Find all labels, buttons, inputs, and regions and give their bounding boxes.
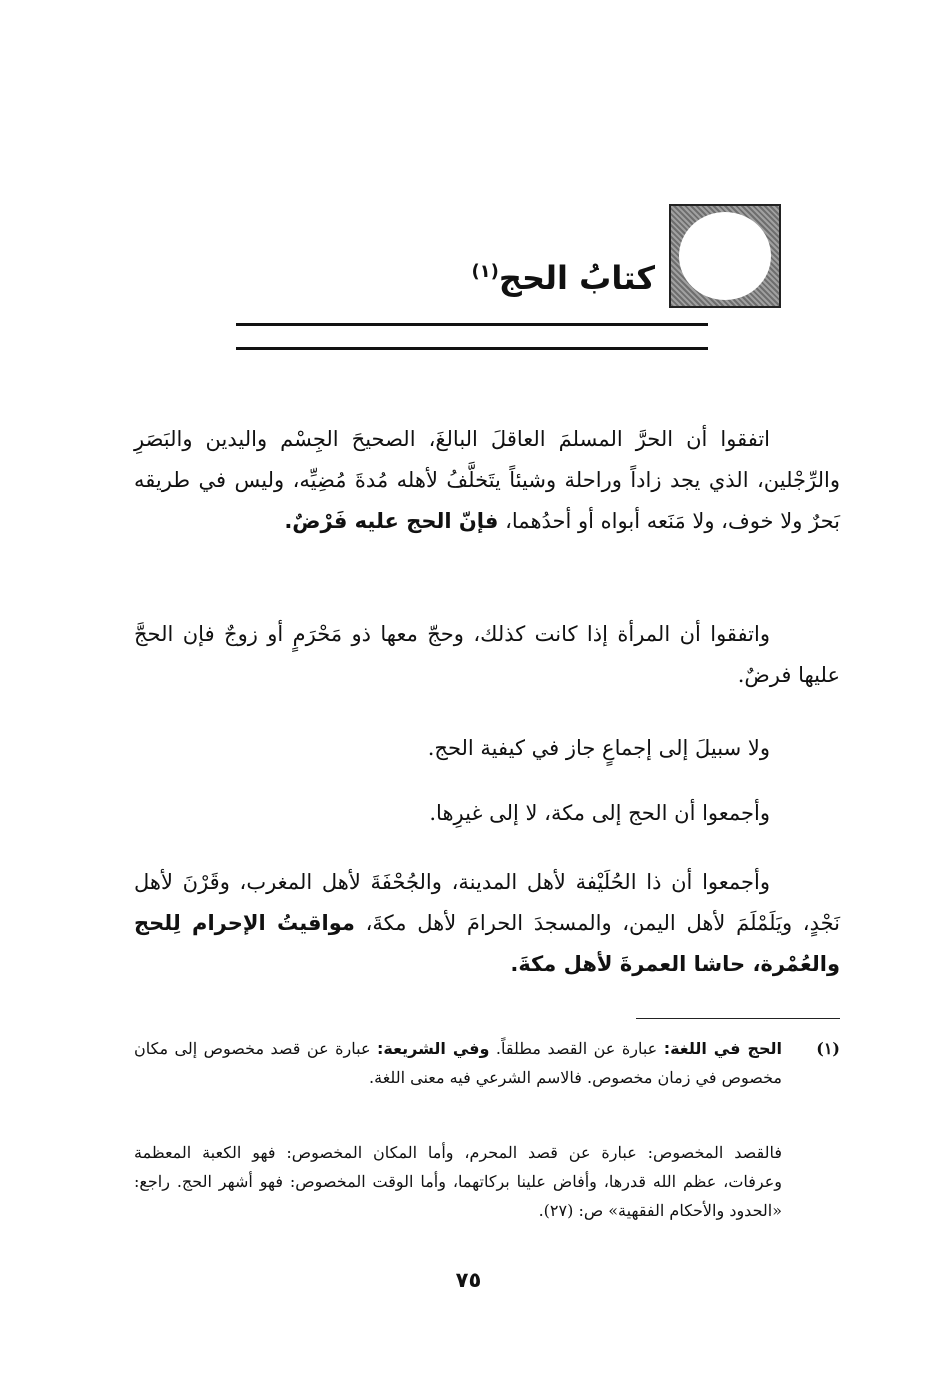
page-number: ٧٥ (455, 1268, 482, 1292)
paragraph-1-text: اتفقوا أن الحرَّ المسلمَ العاقلَ البالغَ، الصحيحَ الجِسْم واليدين والبَصَرِ والرِّجْلين، الذي يجد زاداً وراحلة وشيئاً يتَخلَّفُ لأهله مُدةَ مُضِيِّه، وليس في طريقه بَحرٌ ولا خوف، ولا مَنَعه أبواه أو أحدُهما، (134, 427, 840, 533)
chapter-footnote-ref: (١) (471, 261, 499, 282)
footnote-separator (636, 1018, 840, 1019)
footnote-1-term-language: الحج في اللغة: (663, 1039, 782, 1058)
chapter-title (300, 250, 655, 306)
paragraph-5 (134, 862, 840, 985)
footnote-1-definition-sharia: عبارة عن قصد مخصوص إلى مكان مخصوص في زمان مخصوص. فالاسم الشرعي فيه معنى اللغة. (134, 1039, 782, 1087)
paragraph-5-ruling: مواقيتُ الإحرام لِلحج والعُمْرة، حاشا العمرةَ لأهل مكةَ. (134, 911, 840, 976)
footnote-1 (134, 1034, 840, 1092)
ornament-circle (679, 212, 771, 300)
paragraph-5-text: وأجمعوا أن ذا الحُلَيْفة لأهل المدينة، والجُحْفَةَ لأهل المغرب، وقَرْنَ لأهل نَجْدٍ، ويَلَمْلَمَ لأهل اليمن، والمسجدَ الحرامَ لأهل مكةَ، (134, 870, 840, 935)
paragraph-1 (134, 419, 840, 542)
chapter-title-text: كتابُ الحج (498, 259, 655, 297)
footnote-1-continuation (134, 1138, 840, 1225)
footnote-1-term-sharia: وفي الشريعة: (376, 1039, 490, 1058)
footnote-1-number: (١) (816, 1039, 840, 1058)
footnote-1-body (134, 1034, 782, 1092)
paragraph-1-ruling: فإنّ الحج عليه فَرْضٌ. (284, 509, 499, 533)
paragraph-3: ولا سبيلَ إلى إجماعٍ جاز في كيفية الحج. (427, 736, 770, 760)
footnote-1-continuation-body: فالقصد المخصوص: عبارة عن قصد المحرم، وأما المكان المخصوص: فهو الكعبة المعظمة وعرفات، عظم الله قدرها، وأفاض علينا بركاتهما، وأما الوقت المخصوص: فهو أشهر الحج. راجع: «الحدود والأحكام الفقهية» ص: (٢٧). (134, 1143, 782, 1220)
footnote-1-definition-language: عبارة عن القصد مطلقاً. (495, 1039, 658, 1058)
title-rule-top (236, 323, 708, 326)
paragraph-4: وأجمعوا أن الحج إلى مكة، لا إلى غيرِها. (429, 801, 770, 825)
paragraph-2: واتفقوا أن المرأة إذا كانت كذلك، وحجّ معها ذو مَحْرَمٍ أو زوجٌ فإن الحجَّ عليها فرضٌ. (134, 622, 840, 687)
title-rule-bottom (236, 347, 708, 350)
chapter-ornament-icon (669, 204, 781, 308)
